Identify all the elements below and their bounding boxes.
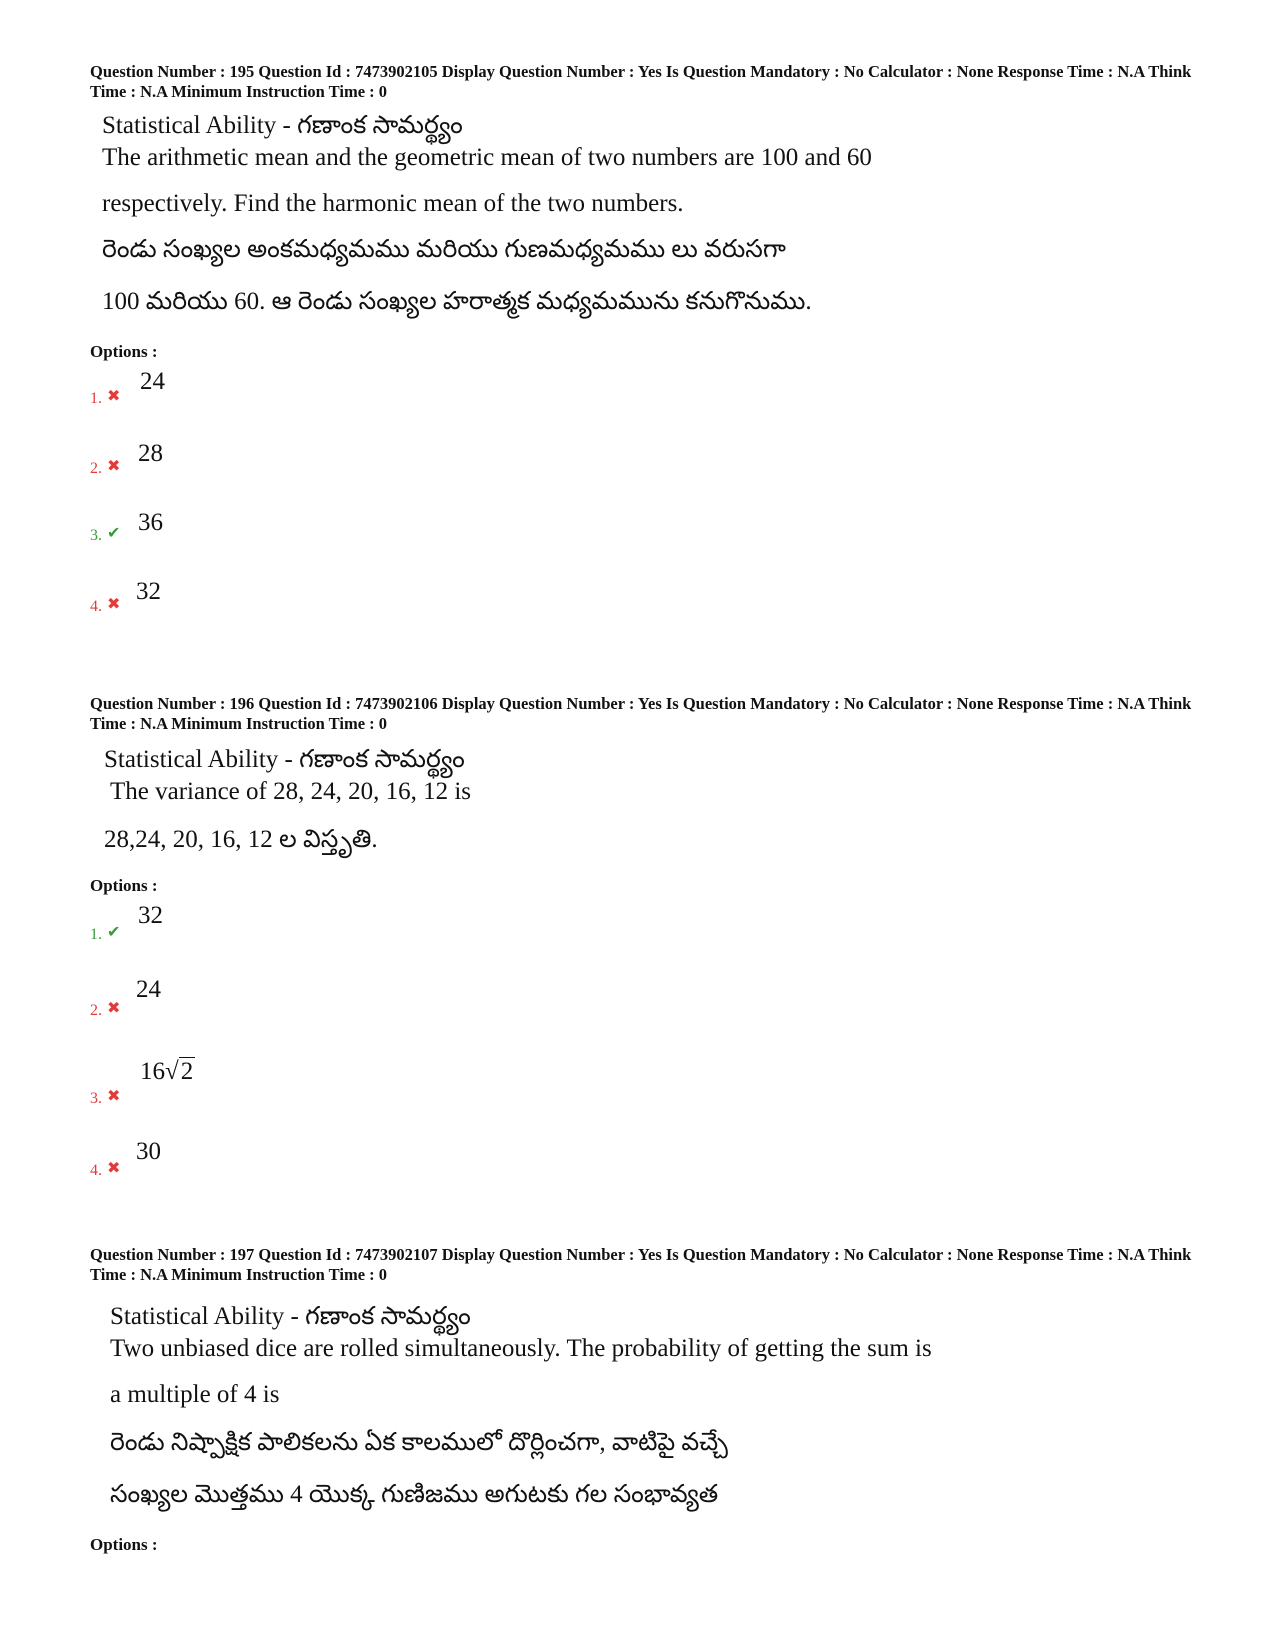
option-value-radicand: 2 (180, 1058, 194, 1085)
question-195 (90, 62, 1200, 615)
cross-icon: ✖ (107, 1158, 121, 1177)
question-text-line-telugu: సంఖ్యల మొత్తము 4 యొక్క గుణిజము అగుటకు గల సంభావ్యత (110, 1481, 719, 1508)
option-value: 24 (136, 976, 161, 1003)
question-text-line: The arithmetic mean and the geometric mean of two numbers are 100 and 60 (102, 144, 872, 171)
sqrt-icon: √ (165, 1058, 179, 1085)
question-197 (90, 1245, 1200, 1554)
question-text-line: Two unbiased dice are rolled simultaneously. The probability of getting the sum is (110, 1335, 932, 1362)
option-number: 3. (90, 527, 102, 544)
option-3 (90, 1058, 490, 1107)
option-number: 3. (90, 1090, 102, 1107)
option-number: 4. (90, 1162, 102, 1179)
option-3 (90, 509, 490, 549)
cross-icon: ✖ (107, 386, 121, 405)
question-meta: Question Number : 196 Question Id : 7473902106 Display Question Number : Yes Is Question Mandatory : No Calculator : None Response Time : N.A Think Time : N.A Minimum Instruction Time : 0 (90, 694, 1192, 733)
cross-icon: ✖ (107, 998, 121, 1017)
check-icon: ✔ (107, 523, 121, 542)
option-value: 32 (136, 578, 161, 605)
question-text-line-telugu: రెండు నిష్పాక్షిక పాలికలను ఏక కాలములో దొర్లించగా, వాటిపై వచ్చే (110, 1429, 728, 1456)
question-meta: Question Number : 195 Question Id : 7473902105 Display Question Number : Yes Is Question Mandatory : No Calculator : None Response Time : N.A Think Time : N.A Minimum Instruction Time : 0 (90, 62, 1192, 101)
option-1 (90, 368, 490, 408)
option-value: 24 (140, 368, 165, 395)
option-number: 1. (90, 926, 102, 943)
question-text-line-telugu: 100 మరియు 60. ఆ రెండు సంఖ్యల హరాత్మక మధ్యమమును కనుగొనుము. (102, 288, 812, 315)
option-value: 30 (136, 1138, 161, 1165)
option-value: 28 (138, 440, 163, 467)
question-subject: Statistical Ability - గణాంక సామర్థ్యం (110, 1303, 471, 1330)
question-text-line: respectively. Find the harmonic mean of the two numbers. (102, 190, 684, 217)
option-4 (90, 1138, 490, 1178)
question-196 (90, 694, 1200, 1179)
option-value (140, 1058, 195, 1086)
option-value-coefficient: 16 (140, 1058, 165, 1085)
option-number: 4. (90, 598, 102, 615)
option-4 (90, 578, 490, 618)
check-icon: ✔ (107, 922, 121, 941)
option-number: 2. (90, 1002, 102, 1019)
question-text-line-telugu: 28,24, 20, 16, 12 ల విస్తృతి. (104, 826, 378, 853)
option-value: 36 (138, 509, 163, 536)
option-number: 2. (90, 460, 102, 477)
question-subject: Statistical Ability - గణాంక సామర్థ్యం (104, 746, 465, 773)
question-meta: Question Number : 197 Question Id : 7473902107 Display Question Number : Yes Is Question Mandatory : No Calculator : None Response Time : N.A Think Time : N.A Minimum Instruction Time : 0 (90, 1245, 1192, 1284)
cross-icon: ✖ (107, 456, 121, 475)
options-label: Options : (90, 342, 158, 361)
question-text-line: a multiple of 4 is (110, 1381, 280, 1408)
options-label: Options : (90, 1535, 158, 1554)
cross-icon: ✖ (107, 594, 121, 613)
options-label: Options : (90, 876, 158, 895)
question-text-line-telugu: రెండు సంఖ్యల అంకమధ్యమము మరియు గుణమధ్యమము లు వరుసగా (102, 236, 786, 263)
option-value: 32 (138, 902, 163, 929)
question-subject: Statistical Ability - గణాంక సామర్థ్యం (102, 112, 463, 139)
option-2 (90, 976, 490, 1019)
cross-icon: ✖ (107, 1086, 121, 1105)
option-2 (90, 440, 490, 480)
option-number: 1. (90, 390, 102, 407)
question-text-line: The variance of 28, 24, 20, 16, 12 is (110, 778, 472, 805)
option-1 (90, 902, 490, 942)
